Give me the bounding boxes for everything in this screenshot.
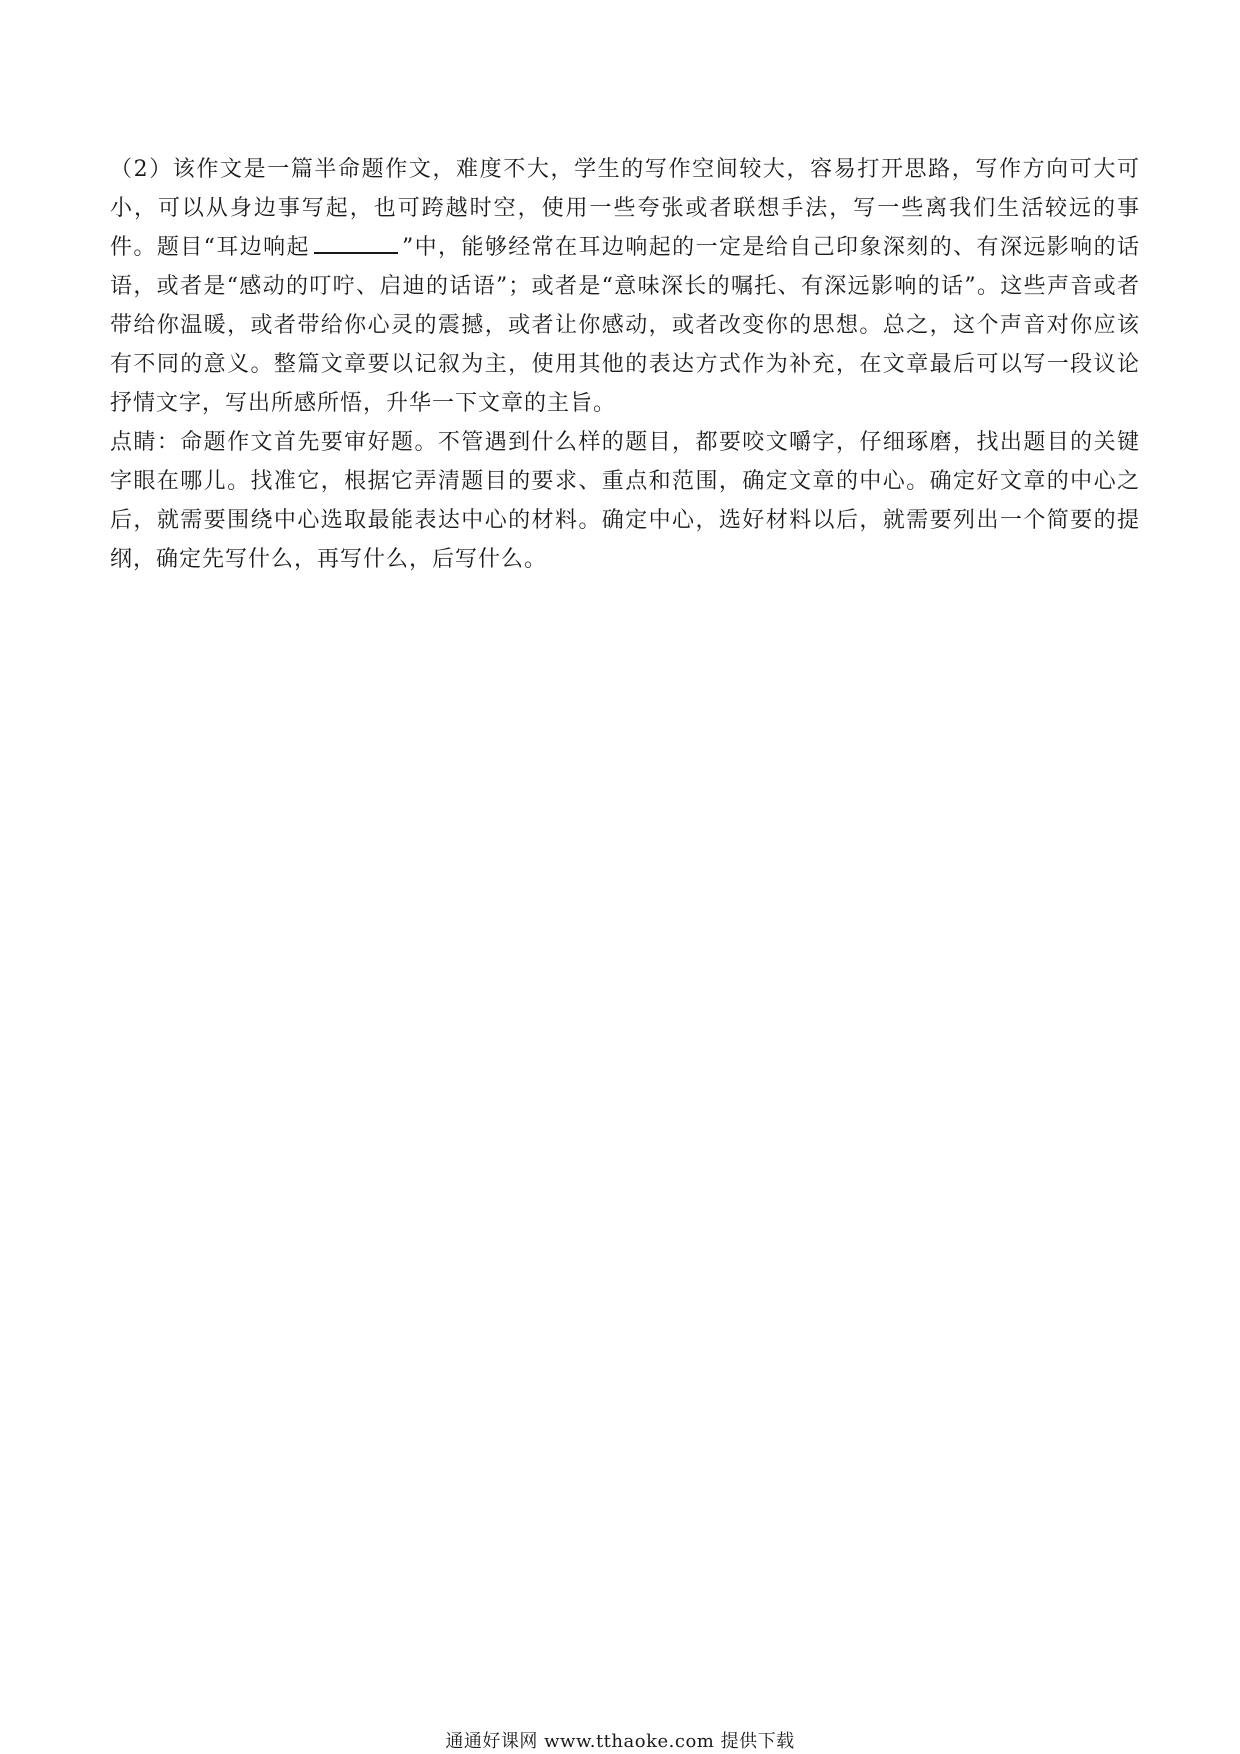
page-footer: 通通好课网 www.tthaoke.com 提供下载: [445, 1731, 795, 1752]
analysis-paragraph: [110, 150, 1140, 423]
title-blank: [314, 230, 398, 254]
analysis-text-after-blank: ”中，能够经常在耳边响起的一定是给自己印象深刻的、有深远影响的话语，或者是“感动的叮咛、启迪的话语”；或者是“意味深长的嘱托、有深远影响的话”。这些声音或者带给你温暖，或者带给你心灵的震撼，或者让你感动，或者改变你的思想。总之，这个声音对你应该有不同的意义。整篇文章要以记叙为主，使用其他的表达方式作为补充，在文章最后可以写一段议论抒情文字，写出所感所悟，升华一下文章的主旨。: [110, 235, 1141, 416]
document-body: [110, 150, 1140, 579]
tip-paragraph: 点睛：命题作文首先要审好题。不管遇到什么样的题目，都要咬文嚼字，仔细琢磨，找出题目的关键字眼在哪儿。找准它，根据它弄清题目的要求、重点和范围，确定文章的中心。确定好文章的中心之后，就需要围绕中心选取最能表达中心的材料。确定中心，选好材料以后，就需要列出一个简要的提纲，确定先写什么，再写什么，后写什么。: [110, 430, 1140, 572]
analysis-text-before-blank: （2）该作文是一篇半命题作文，难度不大，学生的写作空间较大，容易打开思路，写作方向可大可小，可以从身边事写起，也可跨越时空，使用一些夸张或者联想手法，写一些离我们生活较远的事件。题目“耳边响起: [110, 157, 1140, 260]
